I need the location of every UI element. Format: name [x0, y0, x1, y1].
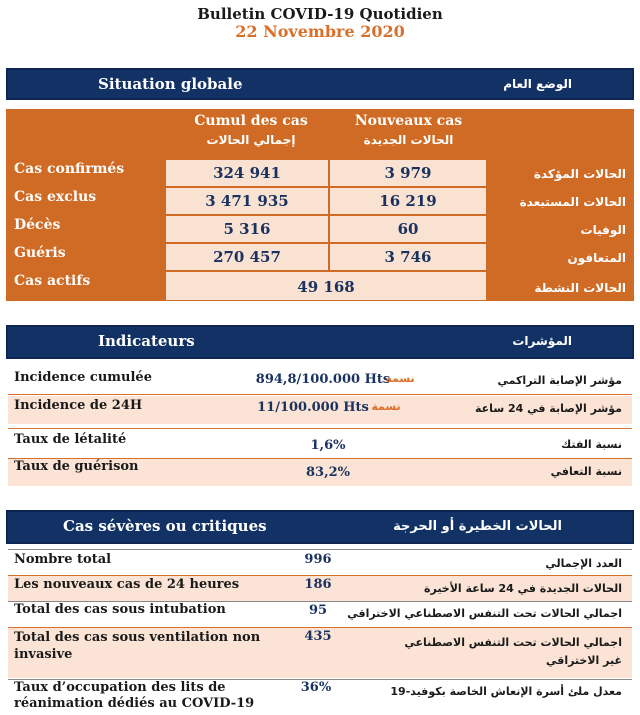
- table-row: [6, 159, 634, 187]
- divider: [8, 394, 632, 395]
- indicator-value: 83,2%: [305, 465, 350, 480]
- severe-label-fr: Taux d’occupation des lits de réanimation dédiés au COVID-19: [14, 680, 255, 711]
- table-row: [8, 602, 632, 626]
- indicators-title-fr: Indicateurs: [98, 332, 195, 350]
- row-label-fr: Guéris: [14, 245, 66, 261]
- situation-title-fr: Situation globale: [98, 75, 243, 93]
- row-label-ar: الحالات المؤكدة: [533, 167, 626, 181]
- indicator-label-ar: نسبة الفتك: [561, 438, 622, 451]
- col-new-fr: Nouveaux cas: [354, 113, 463, 129]
- table-row: [8, 366, 632, 394]
- severe-label-ar: معدل ملئ أسرة الإنعاش الخاصة بكوفيد-19: [390, 685, 622, 698]
- table-row: [6, 271, 634, 299]
- indicator-value: 11/100.000 Hts: [257, 400, 369, 415]
- severe-value: 996: [304, 552, 332, 567]
- table-row: [8, 396, 632, 424]
- severe-header: [6, 510, 634, 544]
- severe-value: 95: [308, 603, 328, 618]
- table-row: [6, 215, 634, 243]
- indicator-value: 894,8/100.000 Hts: [255, 372, 391, 387]
- row-label-ar: الوفيات: [580, 223, 626, 237]
- bulletin-title: Bulletin COVID-19 Quotidien: [197, 5, 443, 23]
- cumul-value: 3 471 935: [166, 188, 328, 214]
- table-row: [8, 430, 632, 458]
- divider: [8, 549, 632, 550]
- bulletin-date: 22 Novembre 2020: [235, 22, 405, 41]
- row-label-ar: الحالات النشطة: [534, 281, 626, 295]
- indicator-label-fr: Incidence de 24H: [14, 398, 143, 413]
- indicator-unit-ar: نسمة: [385, 372, 415, 385]
- severe-label-fr: Total des cas sous ventilation non invasive: [14, 630, 261, 662]
- row-label-fr: Cas exclus: [14, 189, 97, 205]
- severe-label-fr: Les nouveaux cas de 24 heures: [14, 577, 240, 592]
- indicator-label-ar: مؤشر الإصابة التراكمي: [497, 374, 622, 387]
- indicator-label-fr: Taux de guérison: [14, 459, 139, 474]
- situation-table: [6, 109, 634, 301]
- table-row: [8, 459, 632, 486]
- severe-label-ar: اجمالي الحالات تحت التنفس الاصطناعي غير الاختراقي: [404, 636, 622, 667]
- severe-label-fr: Total des cas sous intubation: [14, 602, 226, 617]
- indicator-label-fr: Incidence cumulée: [14, 370, 152, 385]
- row-label-ar: المتعافون: [567, 251, 626, 265]
- active-cases-value: 49 168: [166, 272, 486, 300]
- col-new-ar: الحالات الجديدة: [363, 133, 454, 147]
- col-new-header: [331, 113, 486, 147]
- row-label-fr: Cas confirmés: [14, 161, 125, 177]
- new-value: 3 746: [330, 244, 486, 270]
- row-label-ar: الحالات المستبعدة: [519, 195, 626, 209]
- indicator-value: 1,6%: [310, 438, 346, 453]
- indicator-unit-ar: نسمة: [371, 400, 401, 413]
- indicator-label-ar: مؤشر الإصابة في 24 ساعة: [475, 402, 622, 415]
- indicator-label-ar: نسبة التعافي: [550, 465, 622, 478]
- situation-title-ar: الوضع العام: [503, 77, 572, 91]
- new-value: 16 219: [330, 188, 486, 214]
- severe-label-fr: Nombre total: [14, 552, 112, 567]
- severe-title-fr: Cas sévères ou critiques: [63, 517, 267, 535]
- cumul-value: 324 941: [166, 160, 328, 186]
- cumul-value: 5 316: [166, 216, 328, 242]
- situation-header: [6, 68, 634, 100]
- col-cumul-ar: إجمالي الحالات: [206, 133, 296, 147]
- indicators-title-ar: المؤشرات: [512, 334, 572, 348]
- divider: [8, 428, 632, 429]
- table-row: [8, 576, 632, 601]
- severe-title-ar: الحالات الخطيرة أو الحرجة: [393, 519, 562, 534]
- severe-value: 435: [304, 629, 332, 644]
- table-row: [6, 243, 634, 271]
- severe-value: 186: [304, 577, 332, 592]
- col-cumul-fr: Cumul des cas: [194, 113, 308, 129]
- new-value: 3 979: [330, 160, 486, 186]
- severe-label-ar: الحالات الجديدة في 24 ساعة الأخيرة: [423, 582, 622, 595]
- table-row: [8, 680, 632, 715]
- severe-label-ar: العدد الإجمالي: [545, 557, 622, 570]
- cumul-value: 270 457: [166, 244, 328, 270]
- indicators-header: [6, 325, 634, 359]
- indicator-label-fr: Taux de létalité: [14, 432, 127, 447]
- severe-label-ar: اجمالي الحالات تحت التنفس الاصطناعي الاختراقي: [347, 607, 622, 620]
- row-label-fr: Cas actifs: [14, 273, 91, 289]
- new-value: 60: [330, 216, 486, 242]
- severe-value: 36%: [300, 680, 332, 695]
- table-row: [8, 551, 632, 575]
- row-label-fr: Décès: [14, 217, 61, 233]
- table-row: [6, 187, 634, 215]
- table-row: [8, 628, 632, 678]
- col-cumul-header: [171, 113, 331, 147]
